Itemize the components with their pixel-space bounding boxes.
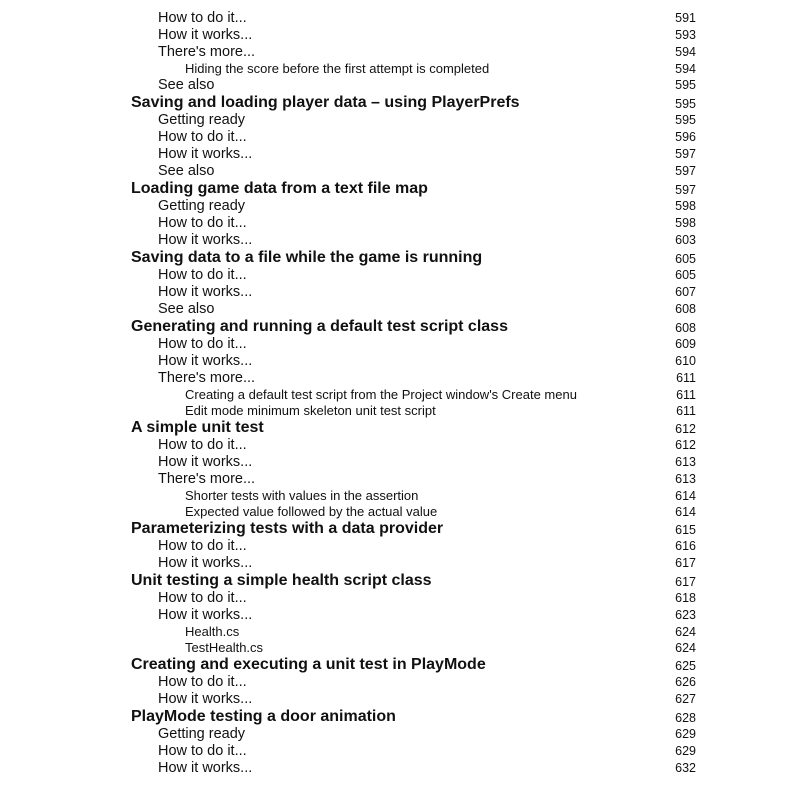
toc-entry-page-number: 613 (675, 455, 696, 469)
toc-entry-page-number: 625 (675, 659, 696, 673)
toc-entry-page-number: 612 (675, 438, 696, 452)
toc-section-entry[interactable] (0, 94, 800, 112)
toc-entry-title: How it works... (158, 353, 253, 369)
toc-subsection-entry[interactable] (0, 10, 800, 27)
toc-entry-page-number: 614 (675, 489, 696, 503)
toc-subsection-entry[interactable] (0, 437, 800, 454)
toc-section-entry[interactable] (0, 656, 800, 674)
toc-entry-page-number: 623 (675, 608, 696, 622)
toc-section-entry[interactable] (0, 180, 800, 198)
toc-entry-page-number: 608 (675, 321, 696, 335)
toc-entry-page-number: 598 (675, 216, 696, 230)
toc-entry-page-number: 611 (676, 371, 696, 385)
toc-subsubsection-entry[interactable] (0, 61, 800, 77)
toc-entry-page-number: 596 (675, 130, 696, 144)
toc-entry-page-number: 615 (675, 523, 696, 537)
toc-entry-page-number: 624 (675, 625, 696, 639)
toc-subsubsection-entry[interactable] (0, 504, 800, 520)
toc-subsection-entry[interactable] (0, 44, 800, 61)
toc-entry-title: There's more... (158, 471, 256, 487)
toc-entry-title: Unit testing a simple health script class (131, 572, 432, 589)
toc-entry-title: Shorter tests with values in the assertion (185, 488, 419, 503)
toc-subsection-entry[interactable] (0, 284, 800, 301)
toc-entry-title: A simple unit test (131, 419, 264, 436)
toc-entry-title: Hiding the score before the first attempt is completed (185, 61, 490, 76)
toc-entry-title: Getting ready (158, 198, 246, 214)
toc-subsection-entry[interactable] (0, 590, 800, 607)
toc-entry-title: How to do it... (158, 590, 247, 606)
toc-entry-title: See also (158, 301, 215, 317)
toc-section-entry[interactable] (0, 708, 800, 726)
toc-entry-title: How it works... (158, 555, 253, 571)
toc-entry-page-number: 632 (675, 761, 696, 775)
toc-entry-title: See also (158, 163, 215, 179)
toc-entry-title: TestHealth.cs (185, 640, 264, 655)
toc-subsubsection-entry[interactable] (0, 403, 800, 419)
toc-entry-page-number: 610 (675, 354, 696, 368)
toc-subsection-entry[interactable] (0, 471, 800, 488)
toc-section-entry[interactable] (0, 419, 800, 437)
toc-entry-page-number: 629 (675, 744, 696, 758)
toc-section-entry[interactable] (0, 318, 800, 336)
toc-entry-page-number: 605 (675, 268, 696, 282)
toc-entry-title: Saving and loading player data – using PlayerPrefs (131, 94, 520, 111)
toc-entry-page-number: 597 (675, 164, 696, 178)
toc-entry-page-number: 595 (675, 113, 696, 127)
toc-subsection-entry[interactable] (0, 232, 800, 249)
toc-subsubsection-entry[interactable] (0, 640, 800, 656)
toc-subsection-entry[interactable] (0, 146, 800, 163)
toc-subsection-entry[interactable] (0, 674, 800, 691)
toc-entry-page-number: 594 (675, 45, 696, 59)
toc-entry-title: There's more... (158, 44, 256, 60)
toc-subsection-entry[interactable] (0, 163, 800, 180)
toc-entry-title: How it works... (158, 146, 253, 162)
toc-subsection-entry[interactable] (0, 353, 800, 370)
toc-subsection-entry[interactable] (0, 760, 800, 777)
toc-entry-page-number: 594 (675, 62, 696, 76)
toc-entry-page-number: 627 (675, 692, 696, 706)
toc-subsection-entry[interactable] (0, 454, 800, 471)
toc-section-entry[interactable] (0, 520, 800, 538)
toc-subsection-entry[interactable] (0, 215, 800, 232)
toc-subsubsection-entry[interactable] (0, 488, 800, 504)
toc-entry-title: How it works... (158, 284, 253, 300)
toc-entry-title: Creating and executing a unit test in PlayMode (131, 656, 486, 673)
toc-entry-title: Getting ready (158, 112, 246, 128)
toc-entry-page-number: 617 (675, 575, 696, 589)
toc-subsection-entry[interactable] (0, 726, 800, 743)
toc-entry-page-number: 603 (675, 233, 696, 247)
toc-entry-page-number: 629 (675, 727, 696, 741)
toc-entry-title: How to do it... (158, 674, 247, 690)
toc-entry-title: How it works... (158, 691, 253, 707)
toc-entry-title: How to do it... (158, 437, 247, 453)
toc-entry-page-number: 605 (675, 252, 696, 266)
toc-subsubsection-entry[interactable] (0, 624, 800, 640)
toc-section-entry[interactable] (0, 249, 800, 267)
toc-entry-page-number: 618 (675, 591, 696, 605)
toc-subsection-entry[interactable] (0, 77, 800, 94)
toc-entry-title: Saving data to a file while the game is running (131, 249, 483, 266)
toc-entry-title: Getting ready (158, 726, 246, 742)
toc-subsection-entry[interactable] (0, 743, 800, 760)
toc-entry-page-number: 616 (675, 539, 696, 553)
toc-entry-page-number: 624 (675, 641, 696, 655)
toc-subsection-entry[interactable] (0, 267, 800, 284)
toc-entry-title: Loading game data from a text file map (131, 180, 428, 197)
toc-entry-page-number: 593 (675, 28, 696, 42)
toc-entry-page-number: 626 (675, 675, 696, 689)
toc-entry-page-number: 609 (675, 337, 696, 351)
toc-subsection-entry[interactable] (0, 555, 800, 572)
toc-entry-page-number: 617 (675, 556, 696, 570)
toc-entry-title: How it works... (158, 760, 253, 776)
toc-entry-title: How it works... (158, 454, 253, 470)
toc-entry-title: How to do it... (158, 10, 247, 26)
toc-entry-page-number: 597 (675, 147, 696, 161)
toc-entry-title: How to do it... (158, 267, 247, 283)
toc-entry-page-number: 598 (675, 199, 696, 213)
toc-section-entry[interactable] (0, 572, 800, 590)
toc-entry-title: How to do it... (158, 215, 247, 231)
toc-entry-title: Health.cs (185, 624, 240, 639)
toc-entry-page-number: 628 (675, 711, 696, 725)
toc-subsection-entry[interactable] (0, 301, 800, 318)
toc-subsection-entry[interactable] (0, 27, 800, 44)
toc-entry-title: How it works... (158, 607, 253, 623)
toc-entry-page-number: 597 (675, 183, 696, 197)
toc-entry-page-number: 612 (675, 422, 696, 436)
toc-entry-page-number: 595 (675, 78, 696, 92)
toc-subsection-entry[interactable] (0, 538, 800, 555)
toc-entry-page-number: 607 (675, 285, 696, 299)
toc-entry-title: Creating a default test script from the Project window's Create menu (185, 387, 577, 402)
toc-subsection-entry[interactable] (0, 691, 800, 708)
toc-entry-title: There's more... (158, 370, 256, 386)
table-of-contents (0, 10, 800, 777)
toc-subsection-entry[interactable] (0, 607, 800, 624)
toc-entry-page-number: 611 (676, 388, 696, 402)
toc-subsection-entry[interactable] (0, 198, 800, 215)
toc-entry-title: How to do it... (158, 336, 247, 352)
toc-entry-title: See also (158, 77, 215, 93)
toc-subsection-entry[interactable] (0, 112, 800, 129)
toc-entry-title: Edit mode minimum skeleton unit test script (185, 403, 436, 418)
toc-entry-page-number: 613 (675, 472, 696, 486)
toc-entry-title: How to do it... (158, 129, 247, 145)
toc-entry-title: How to do it... (158, 538, 247, 554)
toc-entry-page-number: 608 (675, 302, 696, 316)
toc-subsection-entry[interactable] (0, 129, 800, 146)
toc-subsection-entry[interactable] (0, 336, 800, 353)
toc-entry-title: Parameterizing tests with a data provider (131, 520, 444, 537)
toc-subsubsection-entry[interactable] (0, 387, 800, 403)
toc-subsection-entry[interactable] (0, 370, 800, 387)
toc-entry-title: How to do it... (158, 743, 247, 759)
toc-entry-title: How it works... (158, 232, 253, 248)
toc-entry-title: Expected value followed by the actual value (185, 504, 438, 519)
toc-entry-title: Generating and running a default test script class (131, 318, 508, 335)
toc-entry-title: How it works... (158, 27, 253, 43)
toc-entry-title: PlayMode testing a door animation (131, 708, 396, 725)
toc-entry-page-number: 614 (675, 505, 696, 519)
toc-entry-page-number: 595 (675, 97, 696, 111)
toc-entry-page-number: 611 (676, 404, 696, 418)
toc-entry-page-number: 591 (675, 11, 696, 25)
